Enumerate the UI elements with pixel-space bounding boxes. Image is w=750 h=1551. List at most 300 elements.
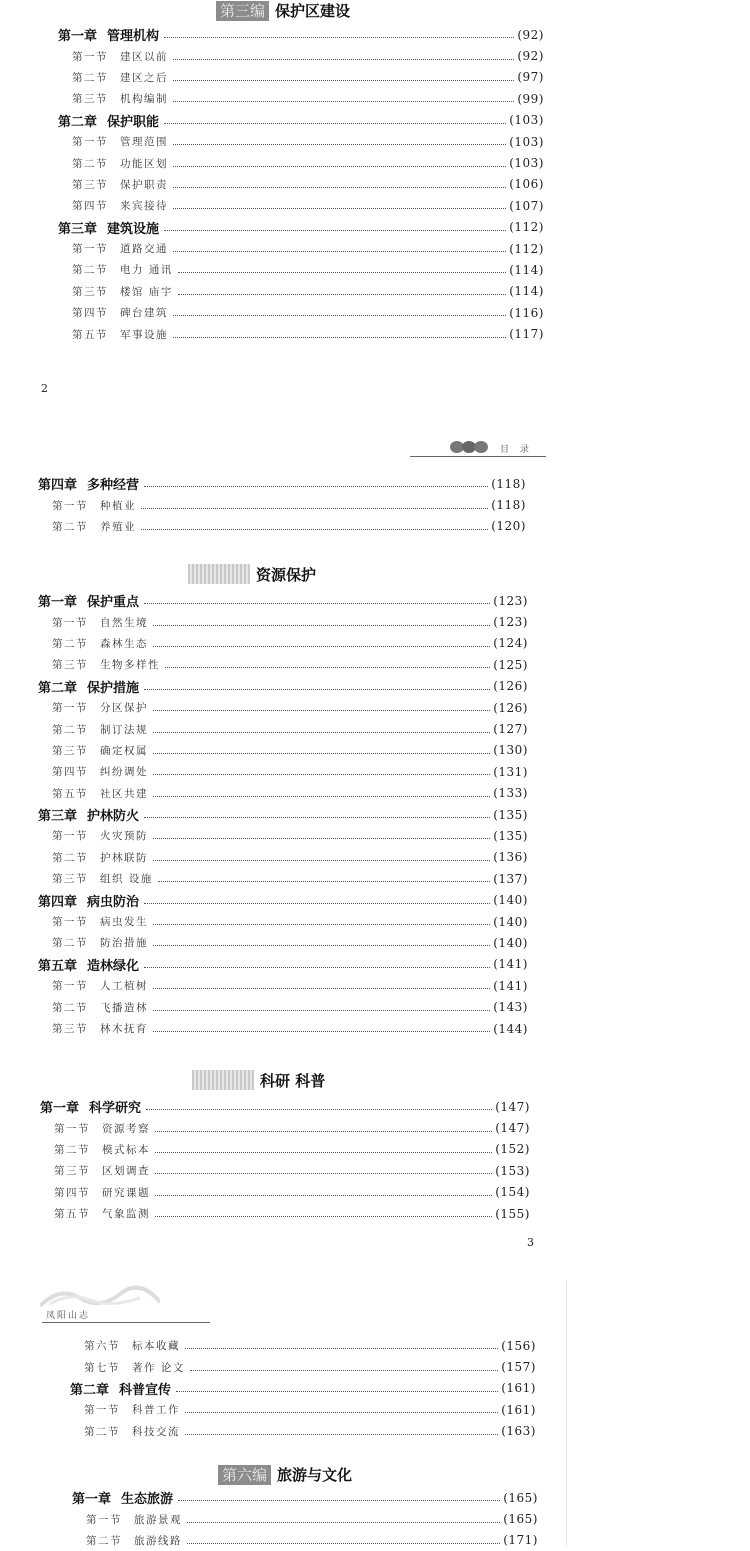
leader-dots (141, 529, 488, 530)
toc-page-2 (0, 0, 750, 404)
toc-section-row (38, 633, 528, 654)
toc-entry-number: 第三节 (52, 1023, 88, 1035)
leader-dots (185, 1412, 498, 1413)
toc-list (38, 473, 526, 537)
section-heading-text: 科研 科普 (260, 1072, 326, 1090)
toc-entry-number: 第一节 (54, 1122, 90, 1135)
toc-section-row (58, 131, 544, 152)
toc-entry-title: 道路交通 (120, 243, 168, 256)
toc-page-ref: (118) (491, 498, 526, 513)
toc-entry-title: 建区之后 (120, 71, 168, 84)
toc-entry-title: 楼馆 庙宇 (120, 285, 173, 298)
toc-page-ref: (143) (493, 1000, 528, 1015)
toc-section-row (58, 259, 544, 280)
toc-section-row (40, 1182, 530, 1203)
toc-chapter-row (72, 1487, 538, 1508)
toc-page-4 (0, 1268, 750, 1546)
toc-entry-label (58, 25, 161, 44)
leader-dots (153, 1031, 490, 1032)
leader-dots (153, 625, 490, 626)
section-badge-blurred (188, 564, 250, 584)
toc-list (40, 1096, 530, 1224)
toc-entry-title: 建区以前 (120, 50, 168, 63)
toc-entry-number: 第一章 (72, 1492, 112, 1508)
toc-section-row (72, 1530, 538, 1551)
section-heading-text: 旅游与文化 (277, 1466, 353, 1484)
toc-section-row (38, 911, 528, 932)
page-number: 3 (527, 1236, 534, 1249)
toc-entry-number: 第五节 (72, 328, 108, 341)
toc-entry-label (38, 474, 141, 493)
toc-entry-title: 科普宣传 (119, 1382, 172, 1398)
toc-page-ref: (116) (509, 305, 544, 320)
toc-entry-number: 第一节 (72, 136, 108, 149)
toc-page-ref: (107) (509, 198, 544, 213)
leader-dots (185, 1434, 498, 1435)
toc-entry-label (40, 1142, 152, 1157)
leader-dots (153, 796, 490, 797)
toc-entry-label (58, 156, 170, 171)
toc-entry-title: 制订法规 (100, 723, 148, 736)
toc-entry-title: 机构编制 (120, 93, 168, 106)
toc-page-ref: (99) (517, 91, 544, 106)
toc-entry-label (72, 1512, 184, 1527)
toc-entry-label (38, 764, 150, 779)
toc-section-row (38, 516, 526, 537)
toc-entry-title: 保护重点 (87, 595, 140, 611)
leader-dots (173, 315, 506, 316)
toc-section-row (70, 1421, 536, 1442)
toc-section-row (40, 1117, 530, 1138)
toc-chapter-row (38, 804, 528, 825)
toc-entry-title: 科技交流 (132, 1425, 180, 1438)
toc-entry-label (40, 1097, 143, 1116)
toc-entry-label (38, 591, 141, 610)
toc-page-ref: (153) (495, 1163, 530, 1178)
toc-entry-number: 第三节 (72, 285, 108, 298)
leader-dots (187, 1543, 500, 1544)
toc-entry-label (58, 70, 170, 85)
leader-dots (173, 80, 514, 81)
toc-entry-number: 第四节 (52, 766, 88, 779)
toc-page-ref: (161) (501, 1381, 536, 1396)
section-badge: 第三编 (216, 1, 269, 21)
toc-entry-label (38, 1021, 150, 1036)
toc-entry-label (58, 305, 170, 320)
toc-entry-label (58, 91, 170, 106)
toc-chapter-row (38, 889, 528, 910)
toc-entry-title: 著作 论文 (132, 1361, 185, 1374)
toc-list (58, 24, 544, 345)
toc-entry-number: 第四节 (72, 200, 108, 213)
toc-section-row (38, 718, 528, 739)
toc-entry-title: 碑台建筑 (120, 307, 168, 320)
toc-section-row (58, 67, 544, 88)
toc-entry-title: 纠纷调处 (100, 766, 148, 779)
toc-chapter-row (38, 590, 528, 611)
toc-entry-number: 第二节 (52, 937, 88, 950)
toc-entry-title: 生物多样性 (100, 659, 160, 672)
section-heading (216, 0, 350, 21)
toc-entry-number: 第四节 (54, 1186, 90, 1199)
toc-page-ref: (140) (493, 914, 528, 929)
toc-entry-title: 保护职能 (107, 114, 160, 130)
toc-page-ref: (136) (493, 850, 528, 865)
toc-page-ref: (112) (509, 220, 544, 235)
toc-page-ref: (147) (495, 1121, 530, 1136)
toc-entry-title: 种植业 (100, 499, 136, 512)
toc-entry-number: 第二节 (52, 723, 88, 736)
toc-page-ref: (103) (509, 156, 544, 171)
header-rule (410, 456, 546, 457)
toc-list (38, 590, 528, 1039)
toc-entry-title: 飞播造林 (100, 1001, 148, 1014)
toc-section-row (58, 152, 544, 173)
toc-section-row (38, 654, 528, 675)
running-head: 凤阳山志 (46, 1311, 91, 1321)
toc-entry-number: 第二节 (54, 1143, 90, 1156)
toc-page-ref: (131) (493, 764, 528, 779)
toc-entry-title: 保护措施 (87, 680, 140, 696)
leader-dots (144, 689, 490, 690)
toc-entry-label (40, 1206, 152, 1221)
toc-page-ref: (171) (503, 1533, 538, 1548)
toc-page-ref: (120) (491, 519, 526, 534)
toc-entry-number: 第一节 (52, 916, 88, 929)
toc-entry-label (38, 871, 155, 886)
toc-entry-label (58, 177, 170, 192)
toc-section-row (38, 611, 528, 632)
toc-entry-title: 组织 设施 (100, 873, 153, 886)
toc-page-ref: (141) (493, 978, 528, 993)
toc-section-row (38, 996, 528, 1017)
leader-dots (173, 208, 506, 209)
toc-section-row (40, 1139, 530, 1160)
toc-page-ref: (165) (503, 1512, 538, 1527)
toc-section-row (38, 975, 528, 996)
toc-entry-title: 造林绿化 (87, 958, 140, 974)
toc-entry-label (38, 615, 150, 630)
toc-entry-label (38, 914, 150, 929)
toc-entry-label (38, 636, 150, 651)
toc-section-row (38, 494, 526, 515)
toc-section-row (40, 1203, 530, 1224)
toc-page-ref: (97) (517, 70, 544, 85)
toc-section-row (38, 740, 528, 761)
toc-entry-number: 第二节 (72, 71, 108, 84)
toc-page-ref: (135) (493, 807, 528, 822)
toc-list (72, 1487, 538, 1551)
toc-entry-number: 第五节 (54, 1208, 90, 1221)
toc-page-ref: (123) (493, 593, 528, 608)
toc-entry-title: 管理机构 (107, 29, 160, 45)
leader-dots (190, 1370, 498, 1371)
leader-dots (158, 881, 490, 882)
toc-entry-title: 管理范围 (120, 136, 168, 149)
leader-dots (187, 1522, 500, 1523)
leader-dots (155, 1173, 492, 1174)
toc-entry-label (58, 241, 170, 256)
toc-page-ref: (154) (495, 1185, 530, 1200)
leader-dots (144, 486, 488, 487)
toc-chapter-row (38, 473, 526, 494)
toc-entry-number: 第三节 (52, 873, 88, 886)
toc-page-ref: (117) (509, 327, 544, 342)
section-badge: 第六编 (218, 1465, 271, 1485)
toc-entry-title: 功能区划 (120, 157, 168, 170)
section-heading (218, 1464, 352, 1485)
leader-dots (153, 945, 490, 946)
toc-entry-title: 研究课题 (102, 1186, 150, 1199)
toc-page-ref: (112) (509, 241, 544, 256)
leader-dots (155, 1195, 492, 1196)
toc-entry-number: 第一节 (52, 980, 88, 993)
toc-entry-number: 第二节 (86, 1534, 122, 1547)
toc-page-ref: (127) (493, 722, 528, 737)
toc-entry-title: 保护职责 (120, 178, 168, 191)
toc-entry-label (58, 49, 170, 64)
toc-entry-title: 防治措施 (100, 937, 148, 950)
toc-entry-title: 资源考察 (102, 1122, 150, 1135)
toc-entry-number: 第七节 (84, 1361, 120, 1374)
toc-section-row (58, 45, 544, 66)
toc-entry-label (38, 700, 150, 715)
toc-entry-number: 第三章 (38, 809, 78, 825)
toc-entry-title: 人工植树 (100, 980, 148, 993)
leader-dots (178, 272, 506, 273)
running-head: 目 录 (500, 445, 533, 455)
toc-section-row (38, 761, 528, 782)
toc-chapter-row (38, 676, 528, 697)
toc-entry-label (58, 198, 170, 213)
leader-dots (176, 1391, 498, 1392)
leader-dots (178, 1500, 500, 1501)
toc-entry-number: 第三节 (72, 93, 108, 106)
leader-dots (141, 508, 488, 509)
toc-entry-label (70, 1360, 187, 1375)
toc-entry-number: 第六节 (84, 1340, 120, 1353)
toc-section-row (38, 1018, 528, 1039)
toc-chapter-row (40, 1096, 530, 1117)
toc-page-ref: (137) (493, 871, 528, 886)
toc-entry-title: 多种经营 (87, 478, 140, 494)
toc-entry-number: 第一章 (58, 29, 98, 45)
toc-entry-number: 第一节 (72, 50, 108, 63)
toc-entry-number: 第一节 (52, 616, 88, 629)
toc-entry-number: 第二节 (52, 851, 88, 864)
leader-dots (153, 710, 490, 711)
toc-entry-label (58, 262, 175, 277)
leader-dots (153, 860, 490, 861)
toc-entry-number: 第二章 (70, 1382, 110, 1398)
toc-entry-number: 第五节 (52, 787, 88, 800)
toc-entry-title: 建筑设施 (107, 221, 160, 237)
toc-entry-title: 护林联防 (100, 851, 148, 864)
toc-section-row (58, 302, 544, 323)
toc-entry-number: 第一章 (40, 1101, 80, 1117)
toc-entry-title: 火灾预防 (100, 830, 148, 843)
toc-chapter-row (58, 24, 544, 45)
toc-entry-title: 来宾接待 (120, 200, 168, 213)
toc-entry-label (58, 327, 170, 342)
toc-entry-number: 第一节 (86, 1513, 122, 1526)
toc-entry-title: 养殖业 (100, 520, 136, 533)
toc-chapter-row (58, 110, 544, 131)
toc-entry-number: 第四章 (38, 894, 78, 910)
toc-section-row (58, 281, 544, 302)
toc-page-ref: (106) (509, 177, 544, 192)
toc-entry-label (38, 850, 150, 865)
section-heading-text: 资源保护 (256, 566, 317, 584)
toc-entry-label (38, 828, 150, 843)
toc-entry-label (38, 786, 150, 801)
leader-dots (173, 337, 506, 338)
toc-section-row (40, 1160, 530, 1181)
toc-chapter-row (58, 217, 544, 238)
toc-entry-label (40, 1121, 152, 1136)
leader-dots (164, 37, 514, 38)
toc-page-ref: (141) (493, 957, 528, 972)
toc-entry-label (40, 1185, 152, 1200)
leader-dots (173, 101, 514, 102)
toc-entry-number: 第五章 (38, 958, 78, 974)
leader-dots (178, 294, 506, 295)
toc-section-row (72, 1508, 538, 1529)
toc-section-row (70, 1356, 536, 1377)
toc-entry-label (58, 284, 175, 299)
toc-page-ref: (118) (491, 476, 526, 491)
toc-entry-number: 第三章 (58, 221, 98, 237)
toc-section-row (70, 1335, 536, 1356)
toc-entry-label (70, 1338, 182, 1353)
toc-entry-label (70, 1379, 173, 1398)
leader-dots (144, 967, 490, 968)
toc-entry-number: 第二节 (72, 157, 108, 170)
toc-entry-title: 区划调查 (102, 1165, 150, 1178)
header-rule (42, 1322, 210, 1323)
toc-entry-number: 第一章 (38, 595, 78, 611)
toc-entry-number: 第二节 (84, 1425, 120, 1438)
toc-entry-number: 第二章 (58, 114, 98, 130)
toc-entry-number: 第四章 (38, 478, 78, 494)
toc-entry-label (38, 1000, 150, 1015)
toc-entry-label (72, 1488, 175, 1507)
toc-entry-title: 旅游景观 (134, 1513, 182, 1526)
toc-entry-label (58, 218, 161, 237)
toc-entry-title: 森林生态 (100, 637, 148, 650)
section-heading-text: 保护区建设 (275, 2, 351, 20)
toc-page-ref: (114) (509, 284, 544, 299)
toc-entry-title: 病虫防治 (87, 894, 140, 910)
toc-section-row (58, 195, 544, 216)
toc-entry-label (38, 805, 141, 824)
toc-entry-title: 标本收藏 (132, 1340, 180, 1353)
toc-page-ref: (125) (493, 657, 528, 672)
toc-entry-number: 第二章 (38, 680, 78, 696)
toc-section-row (58, 238, 544, 259)
toc-entry-number: 第一节 (52, 830, 88, 843)
toc-entry-number: 第二节 (52, 1001, 88, 1014)
leader-dots (153, 988, 490, 989)
toc-section-row (58, 323, 544, 344)
leader-dots (155, 1216, 492, 1217)
toc-page-ref: (103) (509, 134, 544, 149)
toc-entry-number: 第二节 (52, 637, 88, 650)
toc-entry-title: 社区共建 (100, 787, 148, 800)
toc-chapter-row (70, 1378, 536, 1399)
toc-page-ref: (140) (493, 935, 528, 950)
toc-page-ref: (152) (495, 1142, 530, 1157)
toc-entry-label (38, 743, 150, 758)
toc-page-ref: (163) (501, 1424, 536, 1439)
leader-dots (144, 817, 490, 818)
toc-entry-title: 分区保护 (100, 702, 148, 715)
toc-page-ref: (156) (501, 1338, 536, 1353)
toc-page-ref: (103) (509, 113, 544, 128)
toc-section-row (38, 868, 528, 889)
toc-page-ref: (114) (509, 262, 544, 277)
toc-entry-title: 军事设施 (120, 328, 168, 341)
leader-dots (173, 166, 506, 167)
toc-entry-title: 林木抚育 (100, 1023, 148, 1035)
toc-entry-label (70, 1402, 182, 1417)
toc-page-ref: (133) (493, 786, 528, 801)
toc-page-ref: (135) (493, 828, 528, 843)
leader-dots (153, 1010, 490, 1011)
toc-section-row (70, 1399, 536, 1420)
leader-dots (155, 1152, 492, 1153)
toc-page-3 (0, 404, 750, 1268)
toc-entry-label (38, 978, 150, 993)
toc-section-row (58, 88, 544, 109)
page-number: 2 (41, 382, 48, 395)
toc-page-ref: (144) (493, 1021, 528, 1036)
toc-page-ref: (155) (495, 1206, 530, 1221)
leader-dots (155, 1131, 492, 1132)
toc-entry-title: 自然生境 (100, 616, 148, 629)
leader-dots (173, 187, 506, 188)
leader-dots (153, 732, 490, 733)
leader-dots (173, 251, 506, 252)
toc-entry-title: 科学研究 (89, 1101, 142, 1117)
toc-page-ref: (92) (517, 27, 544, 42)
leader-dots (153, 646, 490, 647)
toc-entry-label (38, 955, 141, 974)
toc-entry-title: 旅游线路 (134, 1534, 182, 1547)
toc-entry-title: 科普工作 (132, 1404, 180, 1417)
toc-page-ref: (92) (517, 49, 544, 64)
leader-dots (146, 1109, 492, 1110)
toc-entry-number: 第三节 (52, 659, 88, 672)
section-heading (192, 1070, 325, 1091)
toc-entry-label (58, 111, 161, 130)
toc-entry-number: 第三节 (52, 744, 88, 757)
toc-entry-number: 第三节 (72, 178, 108, 191)
leader-dots (165, 667, 490, 668)
toc-entry-label (38, 722, 150, 737)
toc-entry-number: 第二节 (52, 520, 88, 533)
landscape-ornament-icon (40, 1280, 160, 1310)
toc-entry-title: 模式标本 (102, 1143, 150, 1156)
toc-entry-number: 第一节 (52, 499, 88, 512)
leader-dots (164, 230, 506, 231)
toc-page-ref: (123) (493, 615, 528, 630)
toc-entry-title: 气象监测 (102, 1208, 150, 1221)
leader-dots (144, 903, 490, 904)
leader-dots (144, 603, 490, 604)
toc-page-ref: (157) (501, 1360, 536, 1375)
page-edge (566, 1280, 567, 1546)
